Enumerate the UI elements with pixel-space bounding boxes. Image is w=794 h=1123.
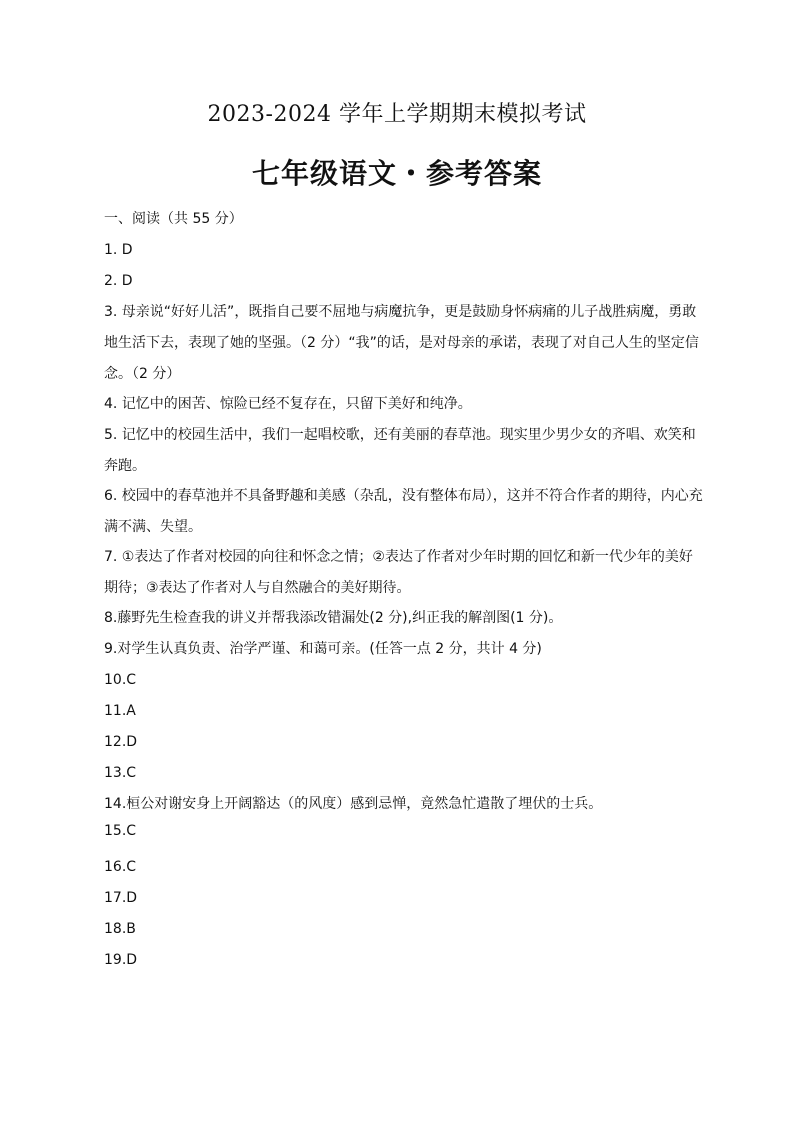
answer-item: 6. 校园中的春草池并不具备野趣和美感（杂乱，没有整体布局），这并不符合作者的期待，内心充满不满、失望。 (104, 488, 703, 535)
answer-item: 2. D (104, 273, 133, 289)
answer-item: 13.C (104, 765, 137, 781)
answer-item: 15.C (104, 823, 137, 839)
answer-item: 14.桓公对谢安身上开阔豁达（的风度）感到忌惮，竟然急忙遣散了埋伏的士兵。 (104, 796, 603, 812)
answer-item: 3. 母亲说“好好儿活”，既指自己要不屈地与病魔抗争，更是鼓励身怀病痛的儿子战胜病魔，勇敢地生活下去，表现了她的坚强。（2 分）“我”的话，是对母亲的承诺，表现了对自己人生的坚定信念。（2 分） (104, 304, 699, 382)
answer-item: 9.对学生认真负责、治学严谨、和蔼可亲。(任答一点 2 分，共计 4 分) (104, 641, 542, 657)
answer-item: 10.C (104, 672, 137, 688)
section-heading: 一、阅读（共 55 分） (104, 211, 243, 227)
answer-item: 1. D (104, 242, 133, 258)
exam-title: 2023-2024 学年上学期期末模拟考试 (207, 102, 587, 127)
answer-item: 12.D (104, 734, 138, 750)
answer-item: 16.C (104, 859, 137, 875)
answer-item: 4. 记忆中的困苦、惊险已经不复存在，只留下美好和纯净。 (104, 396, 472, 412)
answer-item: 11.A (104, 703, 136, 719)
answer-item: 7. ①表达了作者对校园的向往和怀念之情；②表达了作者对少年时期的回忆和新一代少年的美好期待；③表达了作者对人与自然融合的美好期待。 (104, 549, 693, 596)
answer-item: 17.D (104, 890, 138, 906)
answer-item: 8.藤野先生检查我的讲义并帮我添改错漏处(2 分),纠正我的解剖图(1 分)。 (104, 610, 563, 626)
answers-content (104, 209, 704, 981)
answer-key-title: 七年级语文・参考答案 (251, 157, 542, 190)
answer-item: 5. 记忆中的校园生活中，我们一起唱校歌，还有美丽的春草池。现实里少男少女的齐唱、欢笑和奔跑。 (104, 427, 696, 474)
answer-item: 18.B (104, 921, 136, 937)
answer-item: 19.D (104, 952, 138, 968)
